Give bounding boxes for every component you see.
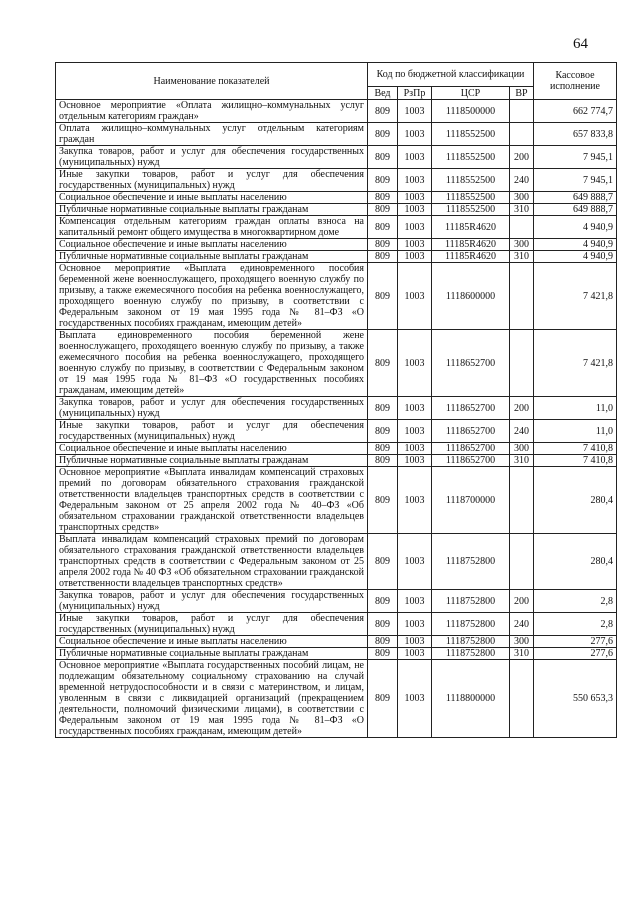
table-row <box>56 239 617 251</box>
row-name: Закупка товаров, работ и услуг для обеспечения государственных (муниципальных) нужд <box>56 146 368 169</box>
row-amount: 277,6 <box>534 636 617 648</box>
row-rzpr: 1003 <box>398 146 432 169</box>
row-vr <box>510 123 534 146</box>
header-ved: Вед <box>368 87 398 100</box>
row-name: Основное мероприятие «Выплата государственных пособий лицам, не подлежащим обязательному социальному страхованию на случай временной нетрудоспособности и в связи с материнством, и лицам, уволенным в связи с ликвидацией организаций (прекращением деятельности, полномочий физическими лицами), в соответствии с Федеральным законом от 19 мая 1995 года № 81–ФЗ «О государственных пособиях гражданам, имеющим детей» <box>56 660 368 738</box>
row-ved: 809 <box>368 467 398 534</box>
table-row <box>56 636 617 648</box>
table-row <box>56 613 617 636</box>
row-ved: 809 <box>368 420 398 443</box>
row-name: Выплата единовременного пособия беременной жене военнослужащего, проходящего военную службу по призыву, а также ежемесячного пособия на ребенка военнослужащего, проходящего военную службу по призыву, в соответствии с Федеральным законом от 19 мая 1995 года № 81–ФЗ «О государственных пособиях гражданам, имеющим детей» <box>56 330 368 397</box>
row-ved: 809 <box>368 146 398 169</box>
row-amount: 7 945,1 <box>534 146 617 169</box>
row-csr: 1118752800 <box>432 613 510 636</box>
row-vr: 240 <box>510 420 534 443</box>
row-name: Публичные нормативные социальные выплаты гражданам <box>56 455 368 467</box>
row-ved: 809 <box>368 397 398 420</box>
row-ved: 809 <box>368 590 398 613</box>
row-ved: 809 <box>368 534 398 590</box>
row-amount: 657 833,8 <box>534 123 617 146</box>
row-vr: 240 <box>510 169 534 192</box>
row-ved: 809 <box>368 660 398 738</box>
row-vr <box>510 534 534 590</box>
row-name: Иные закупки товаров, работ и услуг для обеспечения государственных (муниципальных) нужд <box>56 613 368 636</box>
row-name: Социальное обеспечение и иные выплаты населению <box>56 192 368 204</box>
row-rzpr: 1003 <box>398 420 432 443</box>
table-row <box>56 443 617 455</box>
row-ved: 809 <box>368 330 398 397</box>
row-csr: 1118552500 <box>432 123 510 146</box>
row-name: Социальное обеспечение и иные выплаты населению <box>56 239 368 251</box>
row-amount: 277,6 <box>534 648 617 660</box>
row-name: Оплата жилищно–коммунальных услуг отдельным категориям граждан <box>56 123 368 146</box>
table-row <box>56 216 617 239</box>
row-rzpr: 1003 <box>398 636 432 648</box>
table-row <box>56 455 617 467</box>
row-vr: 300 <box>510 443 534 455</box>
row-vr: 310 <box>510 204 534 216</box>
row-csr: 1118552500 <box>432 146 510 169</box>
row-amount: 662 774,7 <box>534 100 617 123</box>
row-ved: 809 <box>368 192 398 204</box>
row-amount: 550 653,3 <box>534 660 617 738</box>
row-rzpr: 1003 <box>398 455 432 467</box>
row-rzpr: 1003 <box>398 443 432 455</box>
row-vr: 200 <box>510 146 534 169</box>
row-amount: 649 888,7 <box>534 192 617 204</box>
row-name: Основное мероприятие «Выплата инвалидам компенсаций страховых премий по договорам обязательного страхования гражданской ответственности владельцев транспортных средств в соответствии с Федеральным законом от 25 апреля 2002 года № 40–ФЗ «Об обязательном страховании гражданской ответственности владельцев транспортных средств» <box>56 467 368 534</box>
header-csr: ЦСР <box>432 87 510 100</box>
row-ved: 809 <box>368 251 398 263</box>
row-csr: 1118652700 <box>432 455 510 467</box>
row-name: Закупка товаров, работ и услуг для обеспечения государственных (муниципальных) нужд <box>56 590 368 613</box>
row-rzpr: 1003 <box>398 263 432 330</box>
row-vr: 310 <box>510 251 534 263</box>
row-name: Компенсация отдельным категориям граждан оплаты взноса на капитальный ремонт общего имущества в многоквартирном доме <box>56 216 368 239</box>
table-row <box>56 251 617 263</box>
row-csr: 1118700000 <box>432 467 510 534</box>
row-name: Публичные нормативные социальные выплаты гражданам <box>56 251 368 263</box>
row-amount: 7 421,8 <box>534 330 617 397</box>
row-name: Иные закупки товаров, работ и услуг для обеспечения государственных (муниципальных) нужд <box>56 420 368 443</box>
row-csr: 1118552500 <box>432 192 510 204</box>
row-rzpr: 1003 <box>398 192 432 204</box>
row-amount: 280,4 <box>534 467 617 534</box>
row-amount: 7 410,8 <box>534 455 617 467</box>
table-row <box>56 590 617 613</box>
row-ved: 809 <box>368 648 398 660</box>
row-vr <box>510 100 534 123</box>
row-name: Иные закупки товаров, работ и услуг для обеспечения государственных (муниципальных) нужд <box>56 169 368 192</box>
row-rzpr: 1003 <box>398 648 432 660</box>
table-row <box>56 146 617 169</box>
table-row <box>56 169 617 192</box>
row-rzpr: 1003 <box>398 590 432 613</box>
table-row <box>56 204 617 216</box>
row-csr: 1118752800 <box>432 590 510 613</box>
row-csr: 1118652700 <box>432 443 510 455</box>
row-csr: 11185R4620 <box>432 216 510 239</box>
row-vr: 310 <box>510 648 534 660</box>
table-row <box>56 123 617 146</box>
row-vr: 240 <box>510 613 534 636</box>
row-amount: 2,8 <box>534 590 617 613</box>
row-vr <box>510 467 534 534</box>
row-csr: 1118552500 <box>432 204 510 216</box>
row-rzpr: 1003 <box>398 613 432 636</box>
page-number: 64 <box>573 36 588 52</box>
row-csr: 11185R4620 <box>432 239 510 251</box>
row-name: Публичные нормативные социальные выплаты гражданам <box>56 204 368 216</box>
table-row <box>56 467 617 534</box>
row-vr: 200 <box>510 590 534 613</box>
table-row <box>56 397 617 420</box>
row-vr: 300 <box>510 192 534 204</box>
row-ved: 809 <box>368 169 398 192</box>
row-rzpr: 1003 <box>398 534 432 590</box>
row-rzpr: 1003 <box>398 660 432 738</box>
table-row <box>56 648 617 660</box>
table-row <box>56 420 617 443</box>
row-vr <box>510 263 534 330</box>
row-ved: 809 <box>368 636 398 648</box>
header-vr: ВР <box>510 87 534 100</box>
row-amount: 4 940,9 <box>534 216 617 239</box>
row-csr: 11185R4620 <box>432 251 510 263</box>
row-amount: 7 421,8 <box>534 263 617 330</box>
row-name: Основное мероприятие «Выплата единовременного пособия беременной жене военнослужащего, проходящего военную службу по призыву, а также ежемесячного пособия на ребенка военнослужащего, проходящего военную службу по призыву, в соответствии с Федеральным законом от 19 мая 1995 года № 81–ФЗ «О государственных пособиях гражданам, имеющим детей» <box>56 263 368 330</box>
header-rzpr: РзПр <box>398 87 432 100</box>
row-amount: 280,4 <box>534 534 617 590</box>
budget-table <box>55 62 617 738</box>
row-amount: 649 888,7 <box>534 204 617 216</box>
row-vr: 300 <box>510 636 534 648</box>
header-code-group: Код по бюджетной классификации <box>368 63 534 87</box>
row-amount: 2,8 <box>534 613 617 636</box>
row-vr: 310 <box>510 455 534 467</box>
header-amount: Кассовое исполнение <box>534 63 617 100</box>
row-rzpr: 1003 <box>398 169 432 192</box>
row-ved: 809 <box>368 613 398 636</box>
row-amount: 7 410,8 <box>534 443 617 455</box>
header-name: Наименование показателей <box>56 63 368 100</box>
row-amount: 4 940,9 <box>534 239 617 251</box>
row-name: Выплата инвалидам компенсаций страховых премий по договорам обязательного страхования гражданской ответственности владельцев транспортных средств в соответствии с Федеральным законом от 25 апреля 2002 года № 40 ФЗ «Об обязательном страховании гражданской ответственности владельцев транспортных средств» <box>56 534 368 590</box>
row-vr <box>510 216 534 239</box>
row-rzpr: 1003 <box>398 467 432 534</box>
row-amount: 11,0 <box>534 420 617 443</box>
row-rzpr: 1003 <box>398 330 432 397</box>
row-vr <box>510 660 534 738</box>
row-csr: 1118752800 <box>432 636 510 648</box>
row-amount: 7 945,1 <box>534 169 617 192</box>
row-amount: 11,0 <box>534 397 617 420</box>
row-csr: 1118600000 <box>432 263 510 330</box>
table-row <box>56 534 617 590</box>
row-rzpr: 1003 <box>398 397 432 420</box>
table-row <box>56 263 617 330</box>
row-rzpr: 1003 <box>398 100 432 123</box>
row-name: Социальное обеспечение и иные выплаты населению <box>56 636 368 648</box>
row-name: Основное мероприятие «Оплата жилищно–коммунальных услуг отдельным категориям граждан» <box>56 100 368 123</box>
row-csr: 1118800000 <box>432 660 510 738</box>
row-ved: 809 <box>368 263 398 330</box>
row-ved: 809 <box>368 100 398 123</box>
row-rzpr: 1003 <box>398 204 432 216</box>
row-csr: 1118652700 <box>432 397 510 420</box>
table-row <box>56 330 617 397</box>
row-ved: 809 <box>368 443 398 455</box>
table-row <box>56 192 617 204</box>
row-csr: 1118652700 <box>432 420 510 443</box>
row-csr: 1118552500 <box>432 169 510 192</box>
row-name: Публичные нормативные социальные выплаты гражданам <box>56 648 368 660</box>
row-rzpr: 1003 <box>398 123 432 146</box>
table-row <box>56 100 617 123</box>
row-name: Закупка товаров, работ и услуг для обеспечения государственных (муниципальных) нужд <box>56 397 368 420</box>
row-name: Социальное обеспечение и иные выплаты населению <box>56 443 368 455</box>
row-csr: 1118652700 <box>432 330 510 397</box>
row-ved: 809 <box>368 123 398 146</box>
row-vr: 200 <box>510 397 534 420</box>
row-csr: 1118752800 <box>432 534 510 590</box>
row-csr: 1118752800 <box>432 648 510 660</box>
table-row <box>56 660 617 738</box>
row-ved: 809 <box>368 455 398 467</box>
row-rzpr: 1003 <box>398 216 432 239</box>
row-rzpr: 1003 <box>398 239 432 251</box>
row-csr: 1118500000 <box>432 100 510 123</box>
row-vr <box>510 330 534 397</box>
row-ved: 809 <box>368 216 398 239</box>
row-vr: 300 <box>510 239 534 251</box>
row-ved: 809 <box>368 204 398 216</box>
row-ved: 809 <box>368 239 398 251</box>
row-amount: 4 940,9 <box>534 251 617 263</box>
row-rzpr: 1003 <box>398 251 432 263</box>
